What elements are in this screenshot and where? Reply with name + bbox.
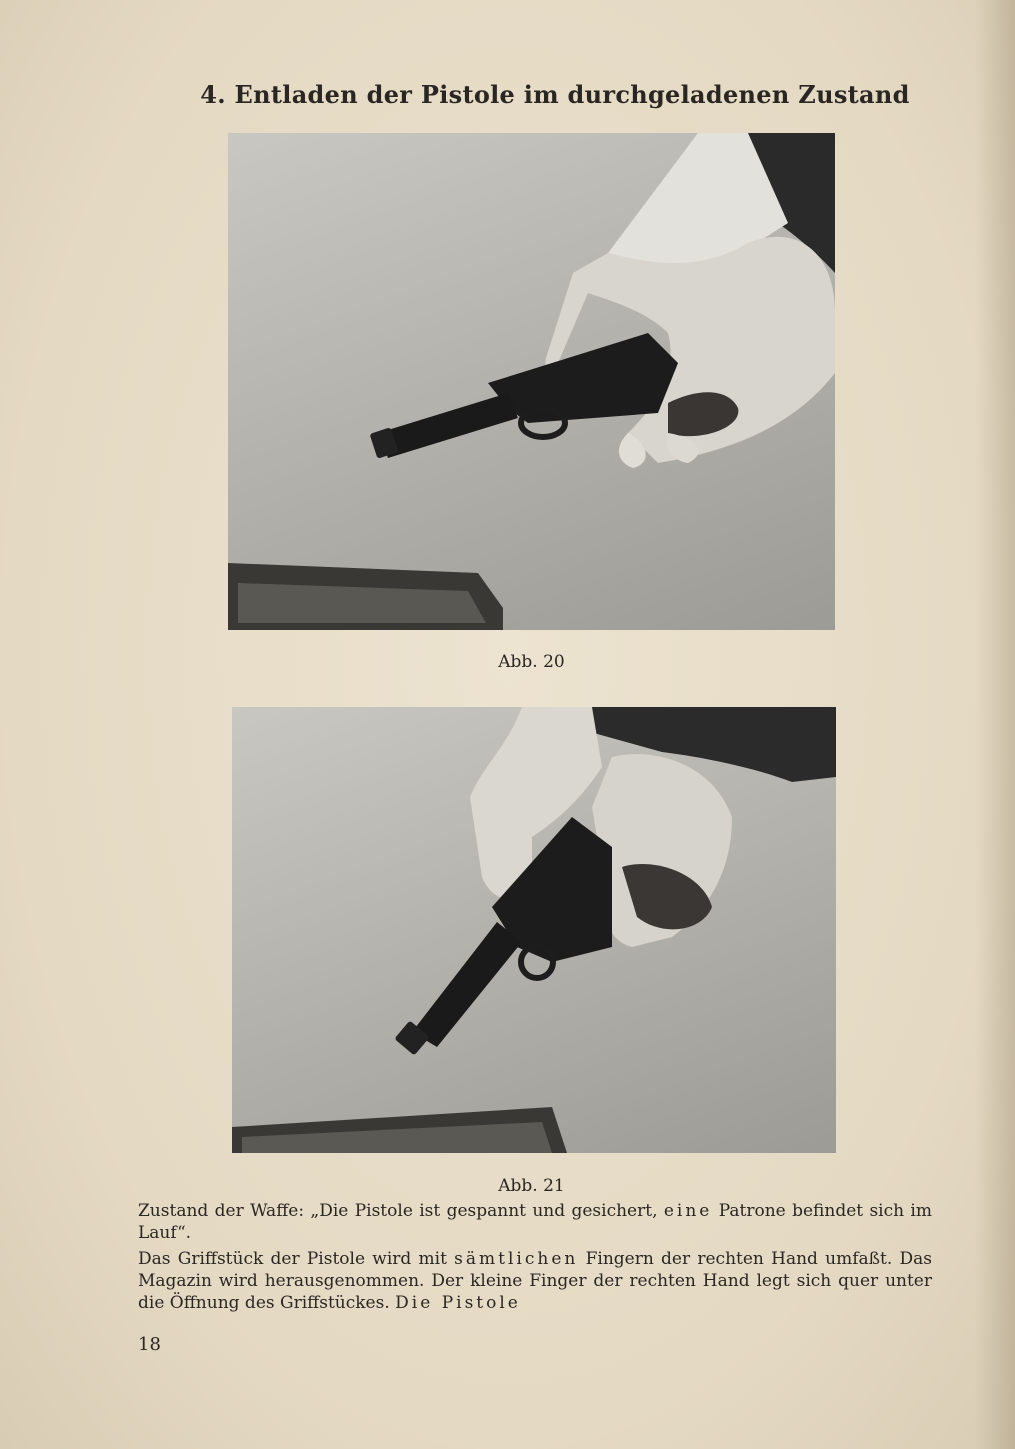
text-span: Fingern der rechten Hand umfaßt. Das Magazin wird herausgenommen. Der kleine Finger der rechten Hand legt sich quer unter die Öffnung des Griffstückes. <box>138 1249 932 1313</box>
page-gutter-shadow <box>975 0 1015 1449</box>
figure-caption: Abb. 20 <box>498 652 565 672</box>
text-span: Zustand der Waffe: „Die Pistole ist gespannt und gesichert, <box>138 1201 664 1221</box>
section-heading: 4. Entladen der Pistole im durchgeladenen Zustand <box>200 80 910 109</box>
photo-abb-20 <box>228 133 835 630</box>
paragraph-state <box>138 1200 932 1244</box>
emphasis-text: Die Pistole <box>395 1293 521 1313</box>
page-number: 18 <box>138 1334 161 1355</box>
photo-abb-21 <box>232 707 836 1153</box>
text-span: Patrone befindet sich im Lauf“. <box>138 1201 932 1243</box>
body-text <box>138 1200 932 1318</box>
emphasis-text: sämtlichen <box>454 1249 579 1269</box>
figure-caption: Abb. 21 <box>498 1176 565 1196</box>
text-span: Das Griffstück der Pistole wird mit <box>138 1249 455 1269</box>
emphasis-text: eine <box>663 1201 713 1221</box>
paragraph-instructions <box>138 1248 932 1314</box>
